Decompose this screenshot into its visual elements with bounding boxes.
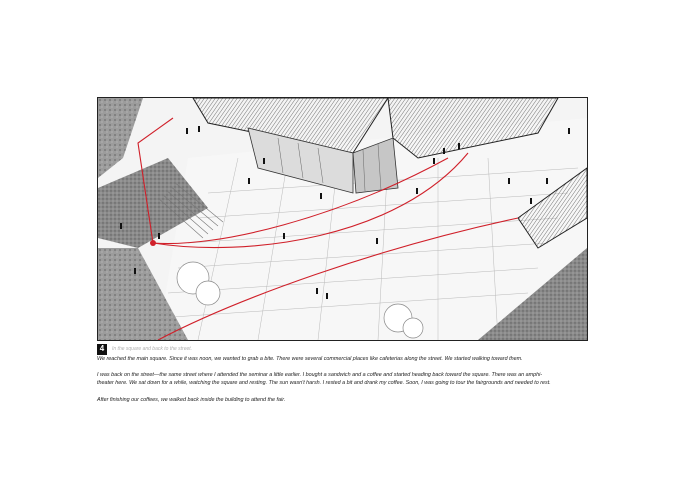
narrative-text: [97, 355, 592, 412]
current-position-marker: [150, 240, 156, 246]
step-number-badge: 4: [97, 344, 107, 355]
figure-caption-row: [97, 343, 192, 355]
figure-caption: In the square and back to the street.: [112, 346, 193, 352]
paragraph-1: [97, 355, 592, 363]
paragraph-2: [97, 371, 592, 387]
axonometric-square-illustration: [97, 97, 588, 341]
square-drawing: [98, 98, 587, 340]
paragraph-3-line-1: After finishing our coffees, we walked back inside the building to attend the fair.: [97, 396, 286, 403]
paragraph-3: [97, 396, 592, 404]
left-lawn: [98, 98, 143, 178]
paragraph-2-line-2: theater here. We sat down for a while, watching the square and resting. The sun wasn't harsh. I rested a bit and drank my coffee. Soon, I was going to tour the fairgrounds and needed to rest.: [97, 380, 551, 387]
paragraph-1-line-1: We reached the main square. Since it was noon, we wanted to grab a bite. There were several commercial places like cafeterias along the street. We started walking toward them.: [97, 356, 523, 362]
paragraph-2-line-1: I was back on the street—the same street where I attended the seminar a little earlier. I bought a sandwich and a coffee and started heading back toward the square. There was an amphi-: [97, 372, 543, 379]
